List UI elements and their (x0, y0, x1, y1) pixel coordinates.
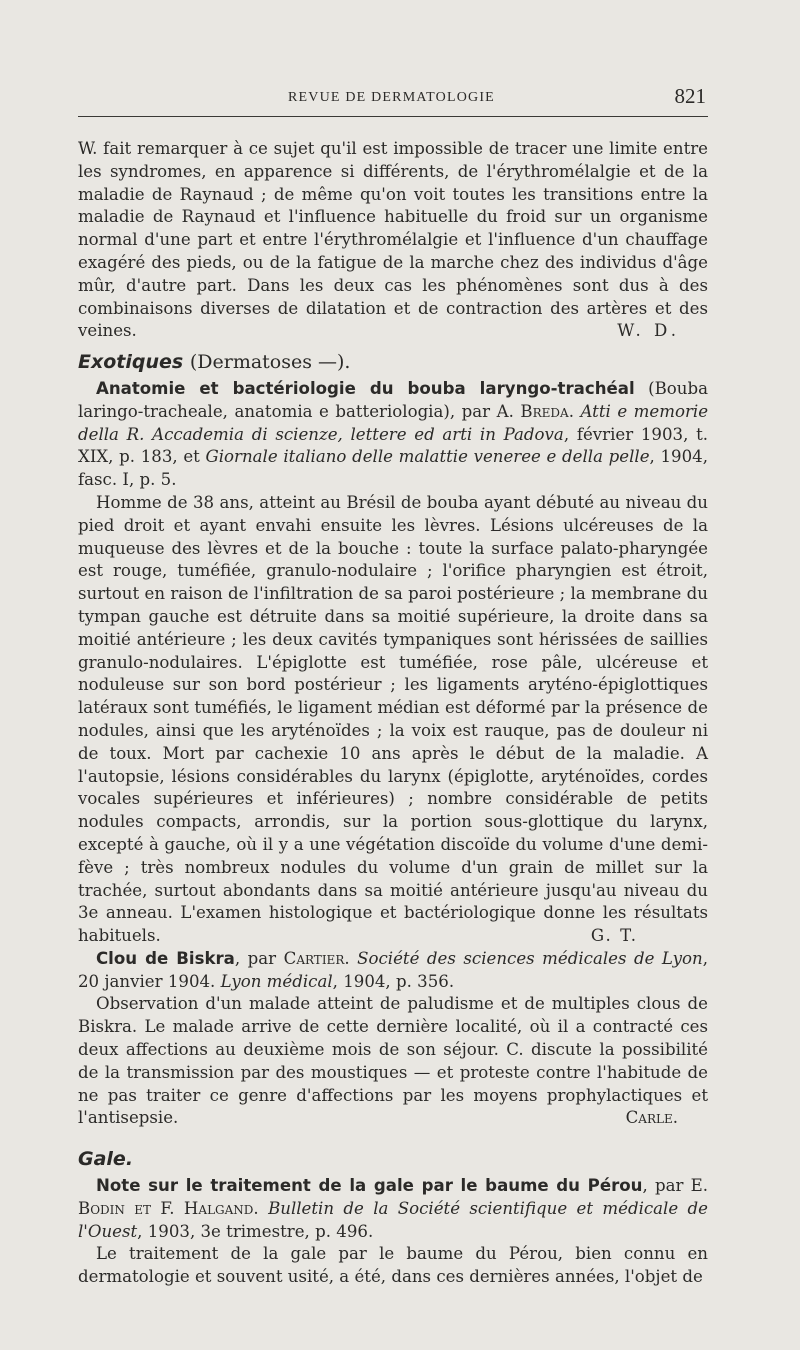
article-gale-ref-3: , 1903, 3e trimestre, p. 496. (137, 1221, 374, 1241)
section-heading-exotiques-sub: (Dermatoses —). (189, 351, 351, 374)
signature-gt: G. T. (590, 926, 638, 946)
article-bouba-reference (78, 378, 708, 492)
article-biskra-author: Cartier (283, 948, 345, 968)
signature-wd: W. D. (617, 321, 680, 341)
page-number: 821 (674, 84, 706, 108)
article-bouba-author: A. Breda (496, 401, 569, 421)
article-bouba-ref-3: , février 1903, t. XIX, p. 183, et (78, 424, 709, 467)
article-bouba-title: Anatomie et bactériologie du bouba laryngo-trachéal (96, 378, 635, 398)
section-heading-gale (78, 1148, 708, 1171)
article-bouba-body (78, 492, 708, 948)
signature-carle: Carle. (625, 1108, 678, 1128)
article-biskra-body-text: Observation d'un malade atteint de paludisme et de multiples clous de Biskra. Le malade arrive de cette dernière localité, où il a contracté ces deux affections au deuxième mois de son séjour. C. discute la possibilité de la transmission par des moustiques — et proteste contre l'habitude de ne pas traiter ce genre d'affections par les moyens prophylactiques et l'antisepsie. (78, 994, 708, 1128)
article-gale-title: Note sur le traitement de la gale par le baume du Pérou (96, 1176, 643, 1196)
article-bouba-ref-4: , 1904, fasc. I, p. 5. (78, 447, 708, 490)
article-bouba-body-text: Homme de 38 ans, atteint au Brésil de bouba ayant débuté au niveau du pied droit et ayant envahi ensuite les lèvres. Lésions ulcéreuses de la muqueuse des lèvres et de la bouche : toute la surface palato-pharyngée est rouge, tuméfiée, granulo-nodulaire ; l'orifice pharyngien est étroit, surtout en raison de l'infiltration de sa paroi postérieure ; la membrane du tympan gauche est détruite dans sa moitié supérieure, la droite dans sa moitié antérieure ; les deux cavités tympaniques sont hérissées de saillies granulo-nodulaires. L'épiglotte est tuméfiée, rose pâle, ulcéreuse et noduleuse sur son bord postérieur ; les ligaments aryténo-épiglottiques latéraux sont tuméfiés, le ligament médian est déformé par la présence de nodules, ainsi que les aryténoïdes ; la voix est rauque, pas de douleur ni de toux. Mort par cachexie 10 ans après le début de la maladie. A l'autopsie, lésions considérables du larynx (épiglotte, aryténoïdes, cordes vocales supérieures et inférieures) ; nombre considérable de petits nodules compacts, arrondis, sur la portion sous-glottique du larynx, excepté à gauche, où il y a une végétation discoïde du volume d'une demi-fève ; très nombreux nodules du volume d'un grain de millet sur la trachée, surtout abondants dans sa moitié antérieure jusqu'au niveau du 3e anneau. L'examen histologique et bactériologique donne les résultats habituels. (78, 492, 708, 946)
article-gale-reference (78, 1175, 708, 1243)
section-heading-gale-title: Gale. (78, 1148, 134, 1171)
article-gale-ref-1: , par (642, 1176, 691, 1196)
article-biskra-ref-1: , par (234, 948, 284, 968)
section-heading-exotiques (78, 351, 708, 374)
article-gale-body (78, 1243, 708, 1289)
article-biskra-ref-3: , 20 janvier 1904. (78, 948, 708, 991)
article-biskra-title: Clou de Biskra (96, 948, 235, 968)
article-gale-journal: Bulletin de la Société scientifique et médicale de l'Ouest (78, 1198, 708, 1241)
article-biskra-journal: Société des sciences médicales de Lyon (357, 948, 703, 968)
article-biskra-ref-4: , 1904, p. 356. (332, 971, 455, 991)
article-gale-body-text: Le traitement de la gale par le baume du Pérou, bien connu en dermatologie et souvent usité, a été, dans ces dernières années, l'objet de (78, 1244, 708, 1287)
article-gale-author: E. Bodin et F. Halgand (78, 1176, 708, 1218)
article-biskra-ref-2: . (344, 948, 358, 968)
article-bouba-journal-2: Giornale italiano delle malattie veneree e della pelle (205, 447, 650, 467)
article-biskra-reference (78, 948, 708, 994)
article-bouba-ref-1: (Bouba laringo-tracheale, anatomia e batteriologia), par (78, 378, 709, 421)
body-text (78, 138, 708, 1289)
paragraph-1 (78, 138, 708, 343)
article-biskra-journal-2: Lyon médical (220, 971, 333, 991)
section-heading-exotiques-title: Exotiques (78, 351, 184, 374)
running-head: REVUE DE DERMATOLOGIE (288, 90, 495, 105)
article-biskra-body (78, 993, 708, 1130)
article-gale-ref-2: . (253, 1198, 269, 1218)
article-bouba-journal: Atti e memorie della R. Accademia di scienze, lettere ed arti in Padova (78, 401, 709, 444)
page-header (78, 82, 708, 117)
article-bouba-ref-2: . (568, 401, 581, 421)
paragraph-1-text: W. fait remarquer à ce sujet qu'il est impossible de tracer une limite entre les syndromes, en apparence si différents, de l'érythromélalgie et de la maladie de Raynaud ; de même qu'on voit toutes les transitions entre la maladie de Raynaud et l'influence habituelle du froid sur un organisme normal d'une part et entre l'érythromélalgie et l'influence d'un chauffage exagéré des pieds, ou de la fatigue de la marche chez des individus d'âge mûr, d'autre part. Dans les deux cas les phénomènes sont dus à des combinaisons diverses de dilatation et de contraction des artères et des veines. (78, 139, 708, 341)
